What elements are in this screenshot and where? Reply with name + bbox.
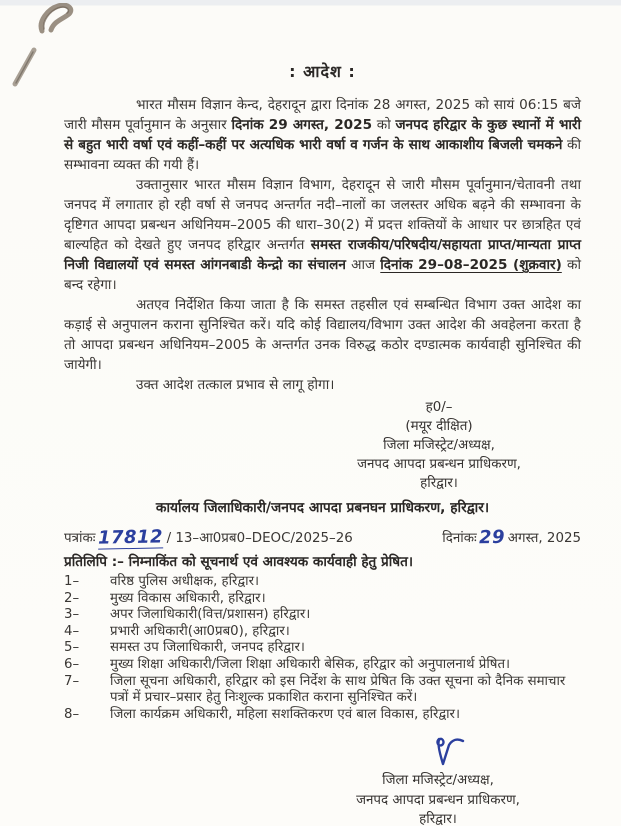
item-text: प्रभारी अधिकारी(आ0प्रब0), हरिद्वार।: [110, 623, 290, 639]
signatory-designation: जिला मजिस्ट्रेट/अध्यक्ष,: [382, 773, 494, 789]
para2-underlined-date: दिनांक 29–08–2025 (शुक्रवार): [380, 257, 562, 273]
item-text: वरिष्ठ पुलिस अधीक्षक, हरिद्वार।: [110, 574, 260, 589]
list-item: [64, 574, 581, 591]
signatory-authority: जनपद आपदा प्रबन्धन प्राधिकरण,: [357, 457, 521, 472]
signatory-place: हरिद्वार।: [419, 812, 457, 826]
item-number: 3–: [64, 607, 80, 623]
signatory-authority: जनपद आपदा प्रबन्धन प्राधिकरण,: [356, 792, 520, 808]
para1-text: भारत मौसम विज्ञान केन्द, देहरादून द्वारा दिनांक 28 अगस्त, 2025 को सायं 06:15 बजे जारी मौसम पूर्वानुमान के अनुसार: [64, 97, 581, 133]
handwritten-date-day: 29: [478, 526, 505, 549]
pin-mark-icon: [10, 46, 40, 88]
paragraph-compliance: अतएव निर्देशित किया जाता है कि समस्त तहसील एवं सम्बन्धित विभाग उक्त आदेश का कड़ाई से अनुपालन कराना सुनिश्चित करें। यदि कोई विद्यालय/विभाग उक्त आदेश की अवहेलना करता है तो आपदा प्रबन्धन अधिनियम–2005 के अन्तर्गत उनक विरुद्ध कठोर दण्डात्मक कार्यवाही सुनिश्चित की जायेगी।: [64, 297, 581, 373]
paragraph-effective: उक्त आदेश तत्काल प्रभाव से लागू होगा।: [136, 377, 335, 393]
list-item: [64, 607, 581, 624]
date-suffix: अगस्त, 2025: [507, 531, 581, 546]
letter-number-suffix: / 13–आ0प्रब0–DEOC/2025–26: [166, 531, 353, 546]
document-body: [64, 0, 581, 826]
para2-text: आज: [345, 257, 381, 273]
signed-abbreviation: ह0/–: [425, 400, 453, 415]
item-text: अपर जिलाधिकारी(वित्त/प्रशासन) हरिद्वार।: [110, 607, 311, 623]
paragraph-closure-order: [64, 175, 581, 295]
office-heading: कार्यालय जिलाधिकारी/जनपद आपदा प्रबनघन प्राधिकरण, हरिद्वार।: [155, 500, 490, 516]
letter-number: [64, 526, 353, 548]
copy-distribution-note: प्रतिलिपि :– निम्नाकिंत को सूचनार्थ एवं आवश्यक कार्यवाही हेतु प्रेषित।: [64, 554, 414, 570]
para1-bold-date: दिनांक 29 अगस्त, 2025: [231, 117, 373, 133]
item-number: 8–: [64, 706, 80, 722]
order-paragraphs: [64, 95, 581, 395]
item-number: 5–: [64, 640, 80, 656]
list-item: [64, 657, 581, 674]
paragraph-forecast: [64, 95, 581, 175]
order-title: : आदेश :: [289, 62, 356, 81]
item-number: 2–: [64, 590, 80, 606]
staple-mark-icon: [36, 3, 80, 35]
list-item: [64, 674, 581, 707]
item-text: मुख्य विकास अधिकारी, हरिद्वार।: [110, 590, 266, 606]
item-text: समस्त उप जिलाधिकारी, जनपद हरिद्वार।: [110, 640, 305, 656]
para2-bold-institutions: समस्त राजकीय/परिषदीय/सहायता प्राप्त/मान्यता प्राप्त निजी विद्यालयों एवं समस्त आंगनबाडी केन्द्रो का संचालन: [64, 237, 581, 273]
list-item: [64, 640, 581, 657]
signatory-block: [319, 398, 559, 493]
handwritten-letter-number: 17812: [98, 526, 164, 549]
signatory-designation: जिला मजिस्ट्रेट/अध्यक्ष,: [383, 438, 495, 453]
item-text: मुख्य शिक्षा अधिकारी/जिला शिक्षा अधिकारी बेसिक, हरिद्वार को अनुपालनार्थ प्रेषित।: [110, 656, 511, 672]
item-number: 1–: [64, 574, 80, 589]
para1-text: को: [372, 117, 396, 133]
para1-bold-warning: जनपद हरिद्वार के कुछ स्थानों में भारी से बहुत भारी वर्षा एवं कहीं–कहीं पर अत्यधिक भारी वर्षा व गर्जन के साथ आकाशीय बिजली चमकने: [64, 117, 581, 153]
letter-number-label: पत्रांकः: [64, 531, 96, 546]
item-number: 7–: [64, 673, 80, 689]
signatory-place: हरिद्वार।: [420, 476, 458, 491]
item-number: 4–: [64, 623, 80, 639]
item-number: 6–: [64, 656, 80, 672]
reference-row: [64, 526, 581, 548]
recipient-list: [64, 574, 581, 723]
item-text: जिला सूचना अधिकारी, हरिद्वार को इस निर्देश के साथ प्रेषित कि उक्त सूचना को दैनिक समाचार पत्रों में प्रचार–प्रसार हेतु निःशुल्क प्रकाशित कराना सुनिश्चित करें।: [110, 673, 566, 706]
date-label: दिनांकः: [442, 531, 477, 546]
signature-icon: [429, 735, 475, 769]
para1-text: की सम्भावना व्यक्त की गयी हैं।: [64, 137, 581, 173]
signatory-name: (मयूर दीक्षित): [405, 419, 473, 434]
para2-text: उक्तानुसार भारत मौसम विज्ञान विभाग, देहरादून से जारी मौसम पूर्वानुमान/चेतावनी तथा जनपद में लगातार हो रही वर्षा से जनपद अन्तर्गत नदी–नालों का जलस्तर अधिक बढ़ने की सम्भावना के दृष्टिगत आपदा प्रबन्धन अधिनियम–2005 की धारा–30(2) में प्रदत्त शक्तियों के आधार पर छात्रहित एवं बाल्यहित को देखते हुए जनपद हरिद्वार अन्तर्गत: [64, 177, 581, 253]
item-text: जिला कार्यक्रम अधिकारी, महिला सशक्तिकरण एवं बाल विकास, हरिद्वार।: [110, 706, 461, 722]
list-item: [64, 707, 581, 724]
para2-text: को बन्द रहेगा।: [64, 257, 581, 293]
list-item: [64, 624, 581, 641]
list-item: [64, 591, 581, 608]
bottom-signatory-block: [313, 735, 563, 826]
letter-date: [442, 526, 581, 547]
